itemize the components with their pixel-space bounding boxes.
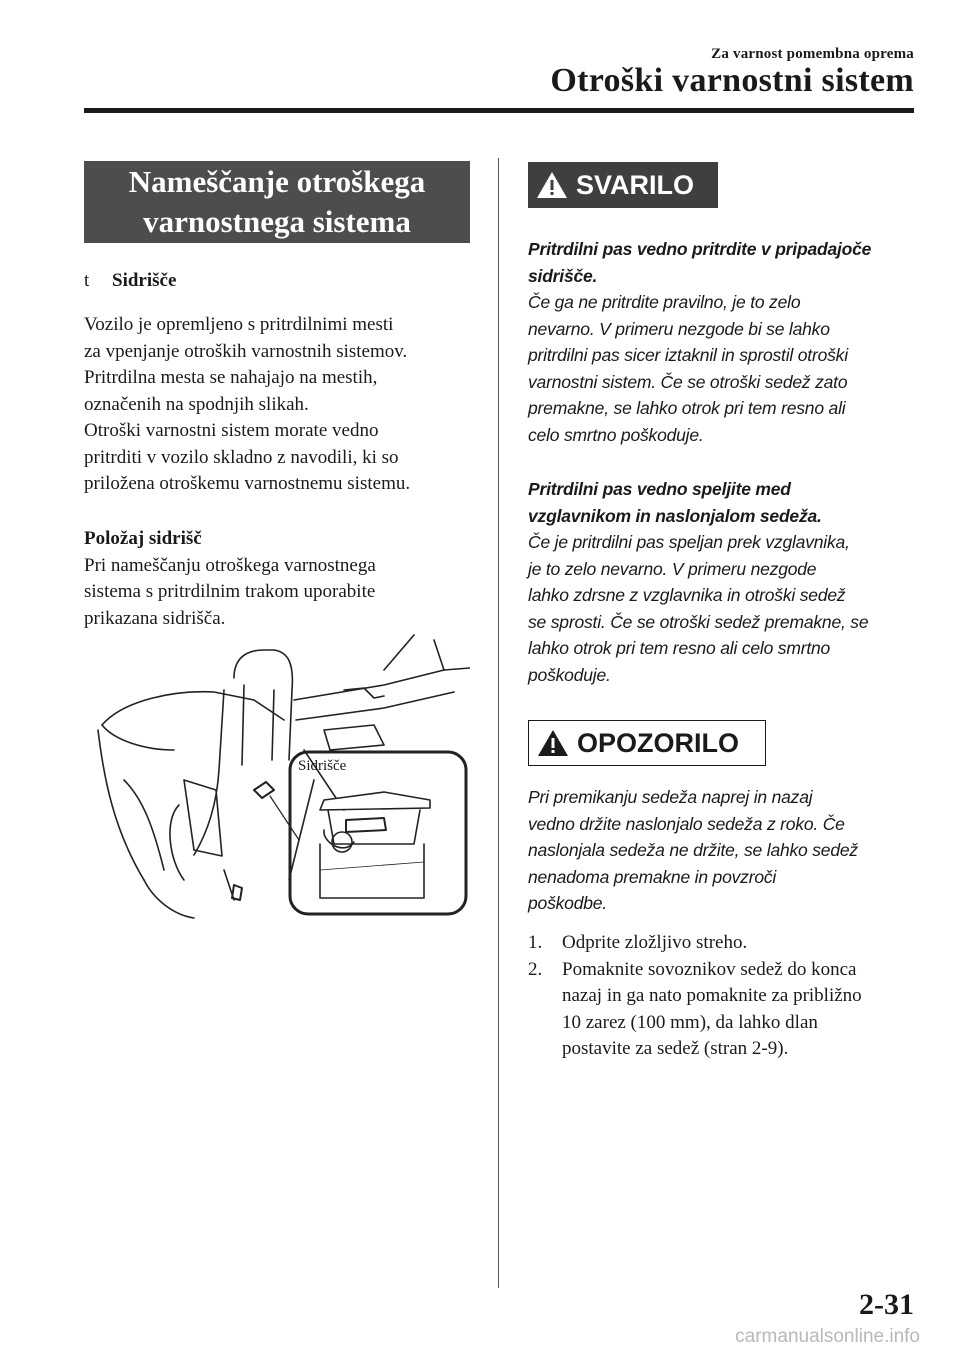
step-item bbox=[528, 957, 928, 1063]
intro-line: Vozilo je opremljeno s pritrdilnimi mesti bbox=[84, 314, 394, 335]
caution-line: vedno držite naslonjalo sedeža z roko. Če bbox=[528, 813, 845, 834]
step-number: 1. bbox=[528, 932, 543, 953]
danger-text-2 bbox=[528, 476, 918, 688]
step-line: postavite za sedež (stran 2-9). bbox=[562, 1038, 789, 1059]
subhead-anchor bbox=[84, 270, 176, 292]
running-header-chapter: Otroški varnostni sistem bbox=[550, 62, 914, 99]
danger-badge bbox=[528, 162, 718, 208]
intro-line: pritrditi v vozilo skladno z navodili, ki so bbox=[84, 446, 399, 468]
figure-label: Sidrišče bbox=[298, 758, 347, 774]
position-section bbox=[84, 526, 484, 632]
danger-bold-line: Pritrdilni pas vedno pritrdite v pripadajoče bbox=[528, 239, 872, 259]
subhead-text: Sidrišče bbox=[112, 270, 177, 291]
intro-line: Pritrdilna mesta se nahajajo na mestih, bbox=[84, 367, 378, 388]
danger-bold-line: sidrišče. bbox=[528, 265, 598, 286]
intro-line: za vpenjanje otroških varnostnih sistemov. bbox=[84, 340, 408, 362]
danger-label: SVARILO bbox=[576, 169, 695, 200]
column-divider bbox=[498, 158, 499, 1288]
bullet-marker: t bbox=[84, 270, 90, 291]
position-heading: Položaj sidrišč bbox=[84, 528, 202, 549]
step-line: nazaj in ga nato pomaknite za približno bbox=[562, 985, 862, 1006]
danger-line: premakne, se lahko otrok pri tem resno ali bbox=[528, 398, 846, 418]
danger-line: je to zelo nevarno. V primeru nezgode bbox=[528, 558, 817, 579]
intro-line: označenih na spodnjih slikah. bbox=[84, 393, 309, 415]
danger-line: se sprosti. Če se otroški sedež premakne, se bbox=[528, 611, 869, 632]
header-rule bbox=[84, 108, 914, 113]
danger-line: poškoduje. bbox=[528, 664, 611, 685]
watermark: carmanualsonline.info bbox=[735, 1326, 920, 1347]
danger-line: lahko zdrsne z vzglavnika in otroški sedež bbox=[528, 585, 846, 605]
caution-line: Pri premikanju sedeža naprej in nazaj bbox=[528, 787, 813, 807]
banner-line-2: varnostnega sistema bbox=[143, 204, 411, 239]
caution-line: poškodbe. bbox=[528, 893, 607, 913]
danger-line: varnostni sistem. Če se otroški sedež zato bbox=[528, 371, 848, 392]
step-item bbox=[528, 930, 928, 957]
danger-text-1 bbox=[528, 236, 918, 448]
section-banner bbox=[84, 161, 470, 243]
page-number: 2-31 bbox=[859, 1288, 914, 1321]
procedure-steps bbox=[528, 930, 928, 1063]
danger-line: pritrdilni pas sicer iztaknil in sprostil otroški bbox=[528, 345, 848, 365]
banner-line-1: Nameščanje otroškega bbox=[128, 164, 426, 199]
danger-line: celo smrtno poškoduje. bbox=[528, 424, 704, 445]
caution-line: naslonjala sedeža ne držite, se lahko sedež bbox=[528, 840, 858, 860]
intro-line: priložena otroškemu varnostnemu sistemu. bbox=[84, 473, 411, 494]
intro-paragraph bbox=[84, 312, 484, 498]
warning-triangle-icon bbox=[536, 171, 568, 199]
danger-line: Če je pritrdilni pas speljan prek vzglavnika, bbox=[528, 532, 850, 552]
step-number: 2. bbox=[528, 958, 543, 980]
danger-bold-line: vzglavnikom in naslonjalom sedeža. bbox=[528, 505, 822, 526]
caution-badge bbox=[528, 720, 766, 766]
running-header-section: Za varnost pomembna oprema bbox=[711, 46, 914, 62]
caution-line: nenadoma premakne in povzroči bbox=[528, 866, 777, 887]
danger-line: nevarno. V primeru nezgode bi se lahko bbox=[528, 318, 830, 339]
caution-label: OPOZORILO bbox=[577, 727, 739, 758]
caution-text bbox=[528, 784, 918, 917]
anchor-illustration bbox=[84, 630, 470, 920]
intro-line: Otroški varnostni sistem morate vedno bbox=[84, 420, 379, 441]
position-line: prikazana sidrišča. bbox=[84, 607, 226, 629]
position-line: Pri nameščanju otroškega varnostnega bbox=[84, 554, 376, 576]
danger-line: Če ga ne pritrdite pravilno, je to zelo bbox=[528, 292, 801, 312]
warning-triangle-icon bbox=[537, 729, 569, 757]
step-line: 10 zarez (100 mm), da lahko dlan bbox=[562, 1011, 818, 1033]
danger-bold-line: Pritrdilni pas vedno speljite med bbox=[528, 479, 791, 499]
step-line: Odprite zložljivo streho. bbox=[562, 932, 748, 953]
step-line: Pomaknite sovoznikov sedež do konca bbox=[562, 958, 857, 980]
danger-line: lahko otrok pri tem resno ali celo smrtno bbox=[528, 638, 831, 658]
position-line: sistema s pritrdilnim trakom uporabite bbox=[84, 581, 376, 602]
